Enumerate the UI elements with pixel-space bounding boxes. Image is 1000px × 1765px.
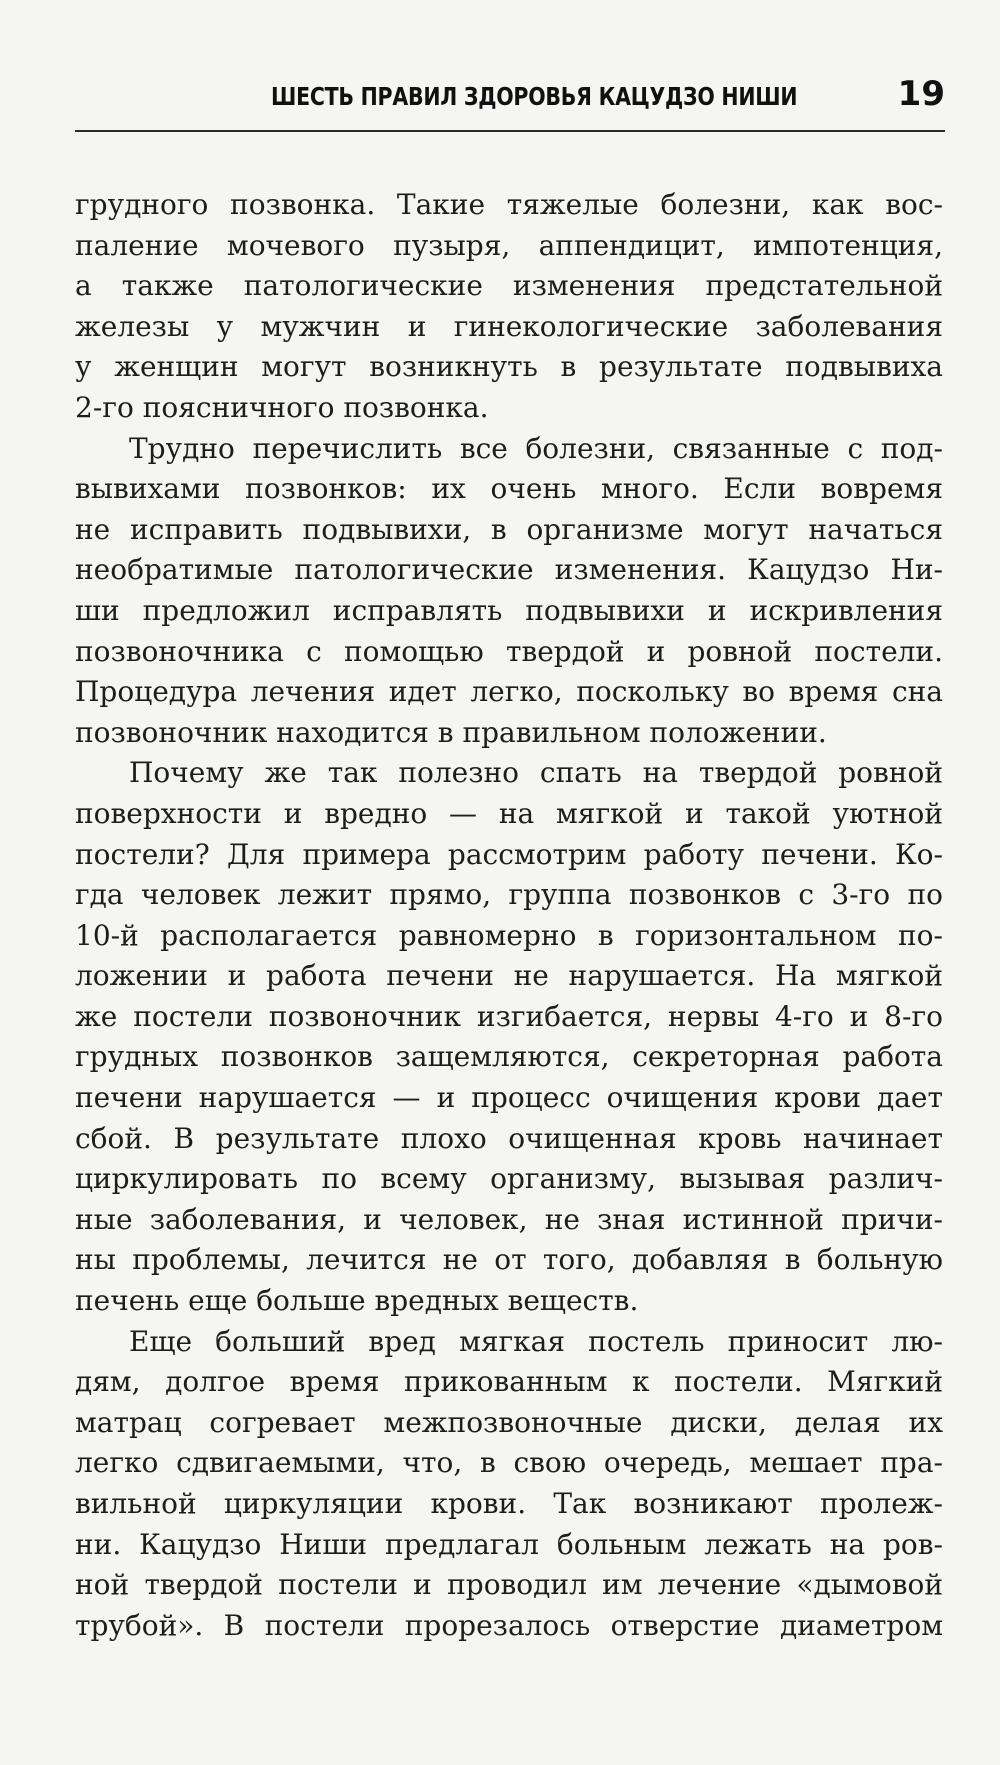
text-line: ни. Кацудзо Ниши предлагал больным лежать на ров- (75, 1527, 943, 1561)
text-line: ложении и работа печени не нарушается. На мягкой (75, 959, 943, 993)
header-divider (75, 130, 945, 132)
text-line: Трудно перечислить все болезни, связанные с под- (129, 431, 943, 465)
text-line: ной твердой постели и проводил им лечение «дымовой (75, 1568, 943, 1602)
text-line: матрац согревает межпозвоночные диски, делая их (75, 1405, 943, 1439)
text-line: паление мочевого пузыря, аппендицит, импотенция, (75, 228, 943, 262)
text-line: 10-й располагается равномерно в горизонтальном по- (75, 918, 943, 952)
text-line: вывихами позвонков: их очень много. Если вовремя (75, 472, 943, 506)
text-line: печень еще больше вредных веществ. (75, 1284, 639, 1318)
text-line: же постели позвоночник изгибается, нервы 4-го и 8-го (75, 999, 943, 1033)
page-number: 19 (897, 74, 945, 114)
running-header (75, 72, 945, 124)
text-line: ны проблемы, лечится не от того, добавляя в больную (75, 1243, 943, 1277)
text-line: грудных позвонков защемляются, секреторная работа (75, 1040, 943, 1074)
text-line: грудного позвонка. Такие тяжелые болезни, как вос- (75, 188, 943, 221)
text-line: вильной циркуляции крови. Так возникают пролеж- (75, 1487, 943, 1520)
text-line: циркулировать по всему организму, вызывая различ- (75, 1162, 943, 1196)
text-line: дям, долгое время прикованным к постели. Мягкий (75, 1365, 943, 1399)
text-line: необратимые патологические изменения. Кацудзо Ни- (75, 553, 943, 587)
text-line: не исправить подвывихи, в организме могут начаться (75, 512, 943, 546)
text-line: ные заболевания, и человек, не зная истинной причи- (75, 1202, 943, 1236)
text-line: постели? Для примера рассмотрим работу печени. Ко- (75, 837, 943, 871)
text-line: позвоночник находится в правильном положении. (75, 715, 827, 749)
text-line: железы у мужчин и гинекологические заболевания (75, 309, 943, 343)
text-line: гда человек лежит прямо, группа позвонков с 3-го по (75, 878, 943, 912)
text-line: сбой. В результате плохо очищенная кровь начинает (75, 1121, 943, 1155)
text-line: Процедура лечения идет легко, поскольку во время сна (75, 675, 943, 709)
text-line: у женщин могут возникнуть в результате подвывиха (75, 350, 943, 384)
running-title: ШЕСТЬ ПРАВИЛ ЗДОРОВЬЯ КАЦУДЗО НИШИ (271, 82, 798, 111)
text-line: легко сдвигаемыми, что, в свою очередь, мешает пра- (75, 1446, 943, 1480)
text-line: а также патологические изменения предстательной (75, 269, 943, 303)
text-line: печени нарушается — и процесс очищения крови дает (75, 1081, 943, 1115)
text-line: Еще больший вред мягкая постель приносит лю- (129, 1324, 943, 1358)
text-line: Почему же так полезно спать на твердой ровной (129, 756, 943, 790)
text-line: поверхности и вредно — на мягкой и такой уютной (75, 796, 943, 830)
text-line: 2-го поясничного позвонка. (75, 390, 489, 424)
text-line: ши предложил исправлять подвывихи и искривления (75, 593, 943, 627)
text-line: трубой». В постели прорезалось отверстие диаметром (75, 1608, 943, 1642)
text-line: позвоночника с помощью твердой и ровной постели. (75, 634, 943, 668)
body-text (75, 185, 943, 1646)
